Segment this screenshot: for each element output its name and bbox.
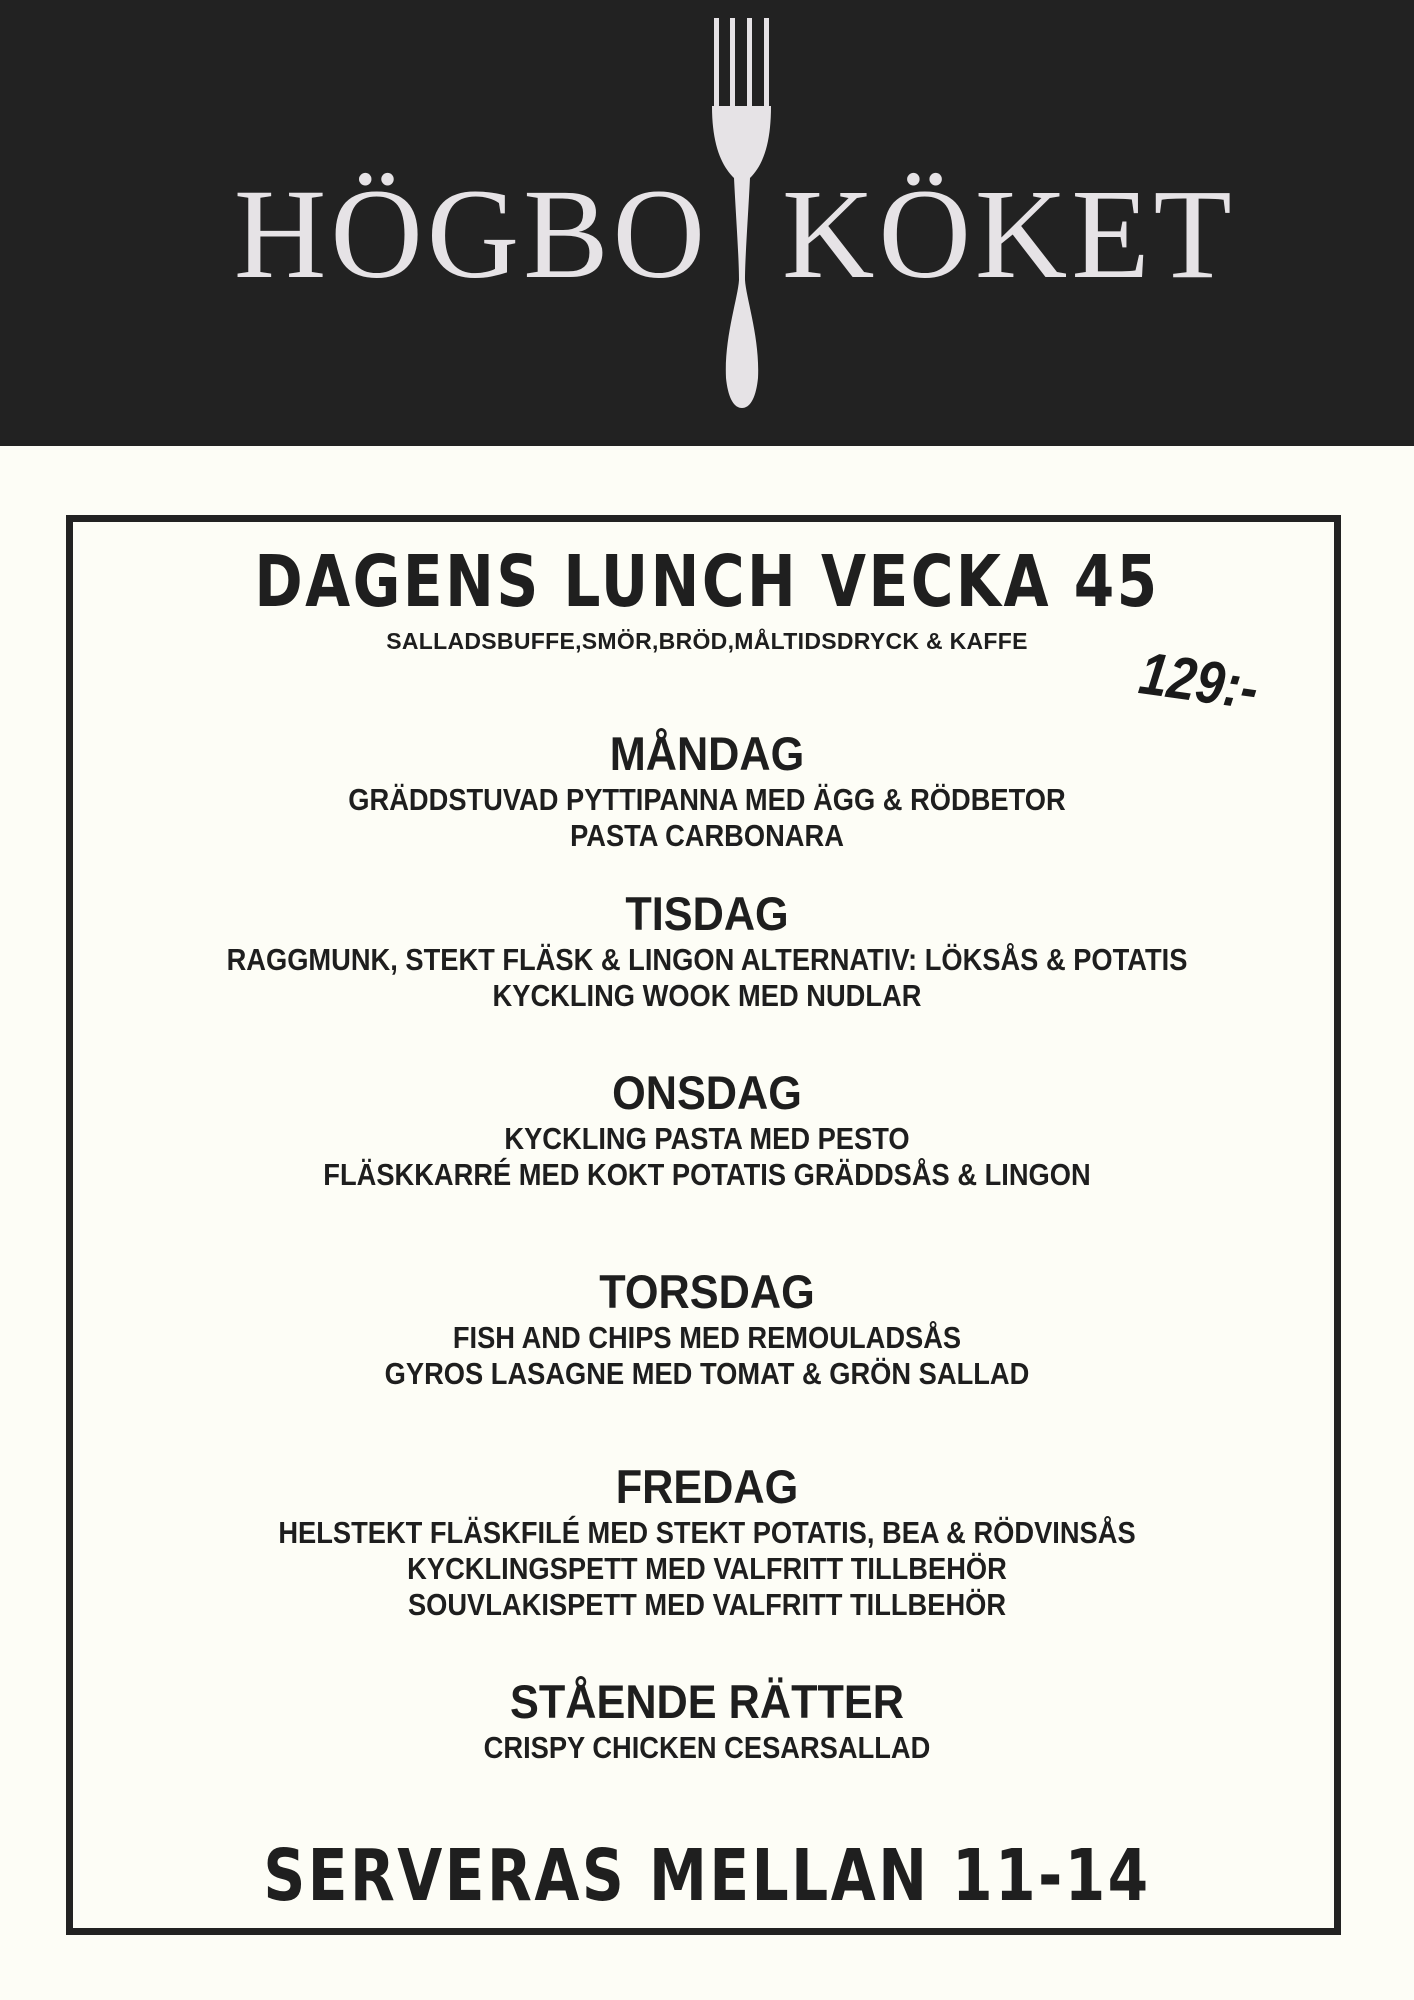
dish-item: CRISPY CHICKEN CESARSALLAD — [483, 1730, 931, 1765]
logo-text-left: HÖGBO — [233, 163, 709, 305]
day-heading-mandag: MÅNDAG — [609, 727, 805, 780]
dish-item: FISH AND CHIPS MED REMOULADSÅS — [452, 1320, 962, 1355]
day-dishes-fredag — [85, 1515, 1329, 1623]
day-heading-torsdag: TORSDAG — [599, 1265, 815, 1318]
dish-item: FLÄSKKARRÉ MED KOKT POTATIS GRÄDDSÅS & LINGON — [323, 1157, 1091, 1192]
day-heading-fredag: FREDAG — [615, 1460, 799, 1513]
dish-item: HELSTEKT FLÄSKFILÉ MED STEKT POTATIS, BEA & RÖDVINSÅS — [278, 1515, 1136, 1550]
menu-includes: SALLADSBUFFE,SMÖR,BRÖD,MÅLTIDSDRYCK & KAFFE — [386, 628, 1028, 654]
price-label: 129:- — [1135, 639, 1263, 723]
dish-item: PASTA CARBONARA — [570, 818, 844, 853]
menu-title: DAGENS LUNCH VECKA 45 — [254, 540, 1160, 623]
day-dishes-torsdag — [85, 1320, 1329, 1392]
day-dishes-staende-ratter — [85, 1730, 1329, 1766]
fork-icon — [700, 18, 784, 408]
day-heading-tisdag: TISDAG — [625, 887, 789, 940]
day-dishes-mandag — [85, 782, 1329, 854]
dish-item: GYROS LASAGNE MED TOMAT & GRÖN SALLAD — [384, 1356, 1030, 1391]
dish-item: KYCKLING WOOK MED NUDLAR — [492, 978, 922, 1013]
dish-item: KYCKLING PASTA MED PESTO — [504, 1121, 910, 1156]
day-dishes-tisdag — [85, 942, 1329, 1014]
day-dishes-onsdag — [85, 1121, 1329, 1193]
dish-item: GRÄDDSTUVAD PYTTIPANNA MED ÄGG & RÖDBETOR — [348, 782, 1066, 817]
dish-item: KYCKLINGSPETT MED VALFRITT TILLBEHÖR — [407, 1551, 1007, 1586]
day-heading-staende-ratter: STÅENDE RÄTTER — [510, 1675, 904, 1728]
logo-text-right: KÖKET — [782, 163, 1236, 305]
dish-item: SOUVLAKISPETT MED VALFRITT TILLBEHÖR — [407, 1587, 1007, 1622]
serving-hours: SERVERAS MELLAN 11-14 — [263, 1834, 1151, 1917]
dish-item: RAGGMUNK, STEKT FLÄSK & LINGON ALTERNATIV: LÖKSÅS & POTATIS — [226, 942, 1188, 977]
day-heading-onsdag: ONSDAG — [612, 1066, 802, 1119]
